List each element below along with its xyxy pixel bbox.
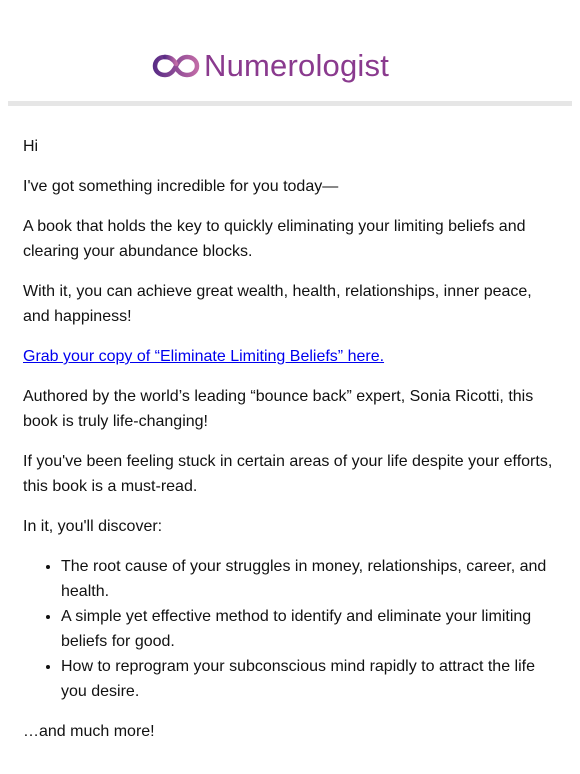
paragraph-discover: In it, you'll discover: — [23, 518, 163, 535]
list-item: • A simple yet effective method to identify and eliminate your limiting beliefs for good. — [61, 604, 559, 654]
discover-list — [23, 554, 559, 704]
logo-text: Numerologist — [204, 48, 390, 83]
infinity-icon — [152, 51, 200, 81]
paragraph-book: A book that holds the key to quickly eliminating your limiting beliefs and clearing your abundance blocks. — [23, 218, 526, 260]
email-body — [23, 134, 559, 759]
numerologist-logo[interactable] — [152, 46, 389, 86]
paragraph-stuck: If you've been feeling stuck in certain areas of your life despite your efforts, this book is a must-read. — [23, 453, 553, 495]
intro-text: I've got something incredible for you today— — [23, 178, 339, 195]
header-divider — [8, 101, 572, 106]
list-item: • The root cause of your struggles in money, relationships, career, and health. — [61, 554, 559, 604]
paragraph-benefits: With it, you can achieve great wealth, health, relationships, inner peace, and happiness! — [23, 283, 532, 325]
greeting: Hi — [23, 138, 39, 155]
cta-paragraph — [23, 344, 559, 369]
list-item: • How to reprogram your subconscious mind rapidly to attract the life you desire. — [61, 654, 559, 704]
paragraph-author: Authored by the world’s leading “bounce back” expert, Sonia Ricotti, this book is truly life-changing! — [23, 388, 534, 430]
grab-copy-link[interactable]: Grab your copy of “Eliminate Limiting Beliefs” here. — [23, 348, 385, 365]
email-header — [0, 0, 580, 104]
closing-text: …and much more! — [23, 723, 155, 740]
